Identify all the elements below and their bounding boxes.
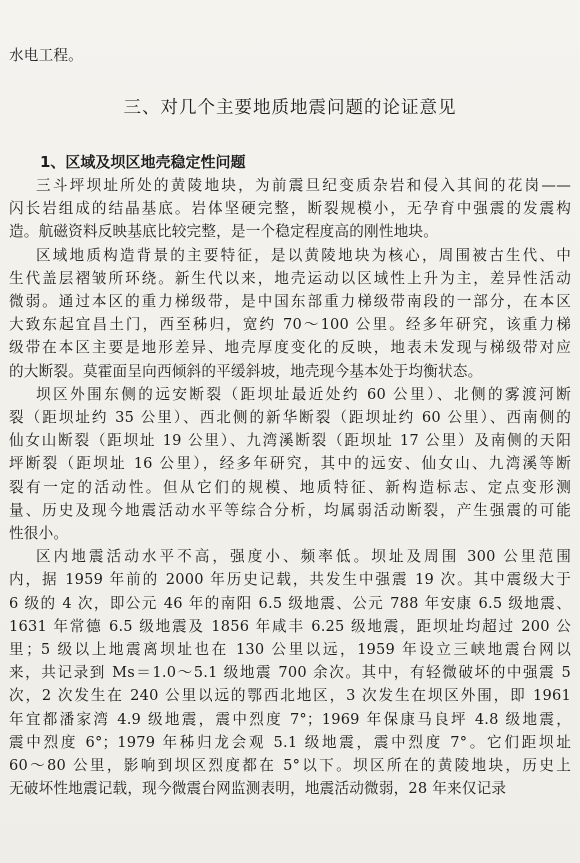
- top-line: 水电工程。: [9, 47, 83, 64]
- paragraph-line: 里；5 级以上地震离坝址也在 130 公里以远，1959 年设立三峡地震台网以: [9, 641, 571, 658]
- paragraph-line: 闪长岩组成的结晶基底。岩体坚硬完整，断裂规模小，无孕育中强震的发震构: [9, 200, 571, 218]
- paragraph-line: 大致东起宜昌土门，西至秭归，宽约 70～100 公里。经多年研究，该重力梯: [9, 316, 571, 334]
- paragraph-line: 三斗坪坝址所处的黄陵地块，为前震旦纪变质杂岩和侵入其间的花岗——: [36, 177, 571, 194]
- section-title: 三、对几个主要地质地震问题的论证意见: [123, 98, 457, 118]
- paragraph-line: 量、历史及现今地震活动水平等综合分析，均属弱活动断裂，产生强震的可能: [9, 501, 571, 519]
- paragraph-line: 裂（距坝址约 35 公里）、西北侧的新华断裂（距坝址约 60 公里）、西南侧的: [9, 409, 571, 426]
- paragraph-line: 微弱。通过本区的重力梯级带，是中国东部重力梯级带南段的一部分，在本区: [9, 293, 571, 310]
- subsection-title: 1、区域及坝区地壳稳定性问题: [40, 153, 246, 171]
- paragraph-line: 区内地震活动水平不高，强度小、频率低。坝址及周围 300 公里范围: [36, 548, 571, 566]
- paragraph-line: 仙女山断裂（距坝址 19 公里）、九湾溪断裂（距坝址 17 公里）及南侧的天阳: [9, 432, 571, 450]
- paragraph-line: 年宜都潘家湾 4.9 级地震，震中烈度 7°；1969 年保康马良坪 4.8 级地震，: [9, 710, 571, 728]
- paragraph-line: 裂有一定的活动性。但从它们的规模、地质特征、新构造标志、定点变形测: [9, 478, 571, 496]
- paragraph-line: 来，共记录到 Ms＝1.0～5.1 级地震 700 余次。其中，有轻微破坏的中强震 5: [9, 664, 571, 682]
- paragraph-line: 造。航磁资料反映基底比较完整，是一个稳定程度高的刚性地块。: [9, 223, 439, 241]
- paragraph-line: 1631 年常德 6.5 级地震及 1856 年咸丰 6.25 级地震，距坝址均超过 200 公: [9, 617, 571, 635]
- paragraph-line: 60～80 公里，影响到坝区烈度都在 5°以下。坝区所在的黄陵地块，历史上: [9, 757, 571, 774]
- paragraph-line: 性很小。: [9, 525, 69, 542]
- paragraph-line: 无破坏性地震记载，现今微震台网监测表明，地震活动微弱，28 年来仅记录: [9, 780, 507, 798]
- paragraph-line: 6 级的 4 次，即公元 46 年的南阳 6.5 级地震、公元 788 年安康 6.5 级地震、: [9, 594, 571, 612]
- paragraph-line: 区域地质构造背景的主要特征，是以黄陵地块为核心，周围被古生代、中: [36, 246, 571, 264]
- paragraph-line: 次，2 次发生在 240 公里以远的鄂西北地区，3 次发生在坝区外围，即 1961: [9, 687, 571, 705]
- paragraph-line: 级带在本区主要是地形差异、地壳厚度变化的反映，地表未发现与梯级带对应: [9, 339, 571, 357]
- paragraph-line: 震中烈度 6°；1979 年秭归龙会观 5.1 级地震，震中烈度 7°。它们距坝址: [9, 733, 571, 751]
- paragraph-line: 内，据 1959 年前的 2000 年历史记载，共发生中强震 19 次。其中震级大于: [9, 571, 571, 589]
- paragraph-line: 坝区外围东侧的远安断裂（距坝址最近处约 60 公里）、北侧的雾渡河断: [36, 385, 571, 403]
- paragraph-line: 的大断裂。莫霍面呈向西倾斜的平缓斜坡，地壳现今基本处于均衡状态。: [9, 362, 483, 380]
- paragraph-line: 坪断裂（距坝址 16 公里），经多年研究，其中的远安、仙女山、九湾溪等断: [9, 455, 571, 473]
- paragraph-line: 生代盖层褶皱所环绕。新生代以来，地壳运动以区域性上升为主，差异性活动: [9, 269, 571, 287]
